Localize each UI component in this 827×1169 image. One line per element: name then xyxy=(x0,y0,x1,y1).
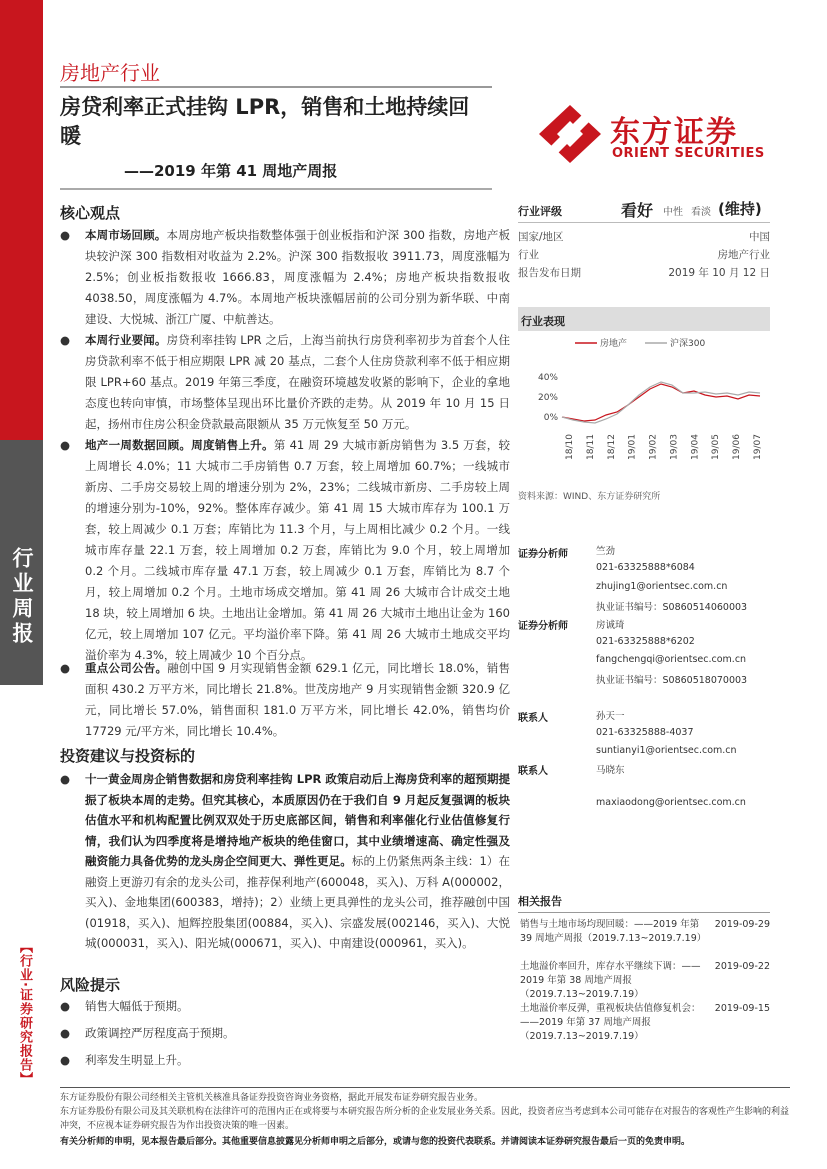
sidebar-label: 行业周报 xyxy=(0,440,43,685)
info-row xyxy=(518,265,770,279)
rating-main: 看好 xyxy=(621,201,654,220)
core-item-text: 第 41 周 29 大城市新房销售为 3.5 万套，较上周增长 4.0%；11 大城市二手房销售 0.7 万套，较上周增加 60.7%；一线城市新房、二手房交易较上周的增速分别为 2%，23%；二线城市新房、二手房较上周的增速分别为-10%，92%。整体库存减少。第 41 周 15 大城市库存为 100.1 万套，较上周减少 0.1 万套；库销比为 11.3 个月，与上周相比减少 0.2 个月。一线城市库存量 22.1 万套，较上周增加 0.2 万套，库销比为 9.0 个月，较上周增加 0.2 个月。二线城市库存量 47.1 万套，较上周减少 0.1 万套，库销比为 8.7 个月，较上周增加 0.2 个月。土地市场成交增加。第 41 周 26 大城市合计成交土地 18 块，较上周增加 6 块。土地出让金增加。第 41 周 26 大城市土地出让金为 160 亿元，较上周增加 107 亿元。平均溢价率下降。第 41 周 26 大城市土地成交平均溢价率为 4.3%，较上周减少 10 个百分点。 xyxy=(85,438,510,662)
divider xyxy=(60,86,492,88)
rating-option: 中性 xyxy=(663,207,683,218)
performance-heading: 行业表现 xyxy=(518,307,770,331)
info-row xyxy=(518,247,770,261)
rating-option: 看淡 xyxy=(691,207,711,218)
report-subtitle: ——2019 年第 41 周地产周报 xyxy=(124,162,338,180)
company-logo xyxy=(535,103,775,165)
legend-label: 房地产 xyxy=(600,339,628,349)
info-value: 中国 xyxy=(749,231,770,243)
y-tick-label: 20% xyxy=(537,393,558,403)
logo-mark-icon xyxy=(535,103,605,165)
risk-item-text: 政策调控严厉程度高于预期。 xyxy=(85,1026,235,1040)
invest-text: 标的上仍紧焦两条主线：1）在融资上更游刃有余的龙头公司，推荐保利地产(600048，买入)、万科 A(000002，买入)、金地集团(600383，增持)；2）业绩上更具弹性的龙头公司，推荐融创中国(01918，买入)、旭辉控股集团(00884，买入)、宗盛发展(002146，买入)、大悦城(000031，买入)、阳光城(000671，买入)、中南建设(000961，买入)。 xyxy=(85,854,510,950)
x-tick-label: 19/05 xyxy=(711,434,722,460)
x-tick-label: 18/11 xyxy=(585,434,596,460)
risk-item xyxy=(60,996,510,1017)
bullet-icon: ● xyxy=(60,333,71,347)
sidebar-foot-label: 【行业·证券研究报告】 xyxy=(17,940,32,1086)
risk-item xyxy=(60,1023,510,1044)
bullet-icon: ● xyxy=(60,661,71,675)
x-tick-label: 19/07 xyxy=(753,434,763,460)
y-tick-label: 40% xyxy=(537,373,558,383)
x-tick-label: 19/03 xyxy=(669,434,680,460)
analyst-phone: 021-63325888*6084 xyxy=(596,562,695,573)
rating-keep: (维持) xyxy=(718,200,762,218)
bullet-icon: ● xyxy=(60,999,71,1013)
analyst-cert: 执业证书编号：S0860518070003 xyxy=(596,675,748,686)
info-value: 2019 年 10 月 12 日 xyxy=(668,267,770,279)
bullet-icon: ● xyxy=(60,228,71,242)
info-label: 行业 xyxy=(518,249,539,261)
core-item xyxy=(60,658,510,742)
risk-item-text: 利率发生明显上升。 xyxy=(85,1053,189,1067)
y-tick-label: 0% xyxy=(543,413,558,423)
related-report[interactable] xyxy=(520,960,770,1002)
info-label: 报告发布日期 xyxy=(518,267,581,279)
info-label: 国家/地区 xyxy=(518,231,564,243)
analyst-name: 竺劲 xyxy=(596,546,616,557)
core-item-bold: 本周市场回顾。 xyxy=(85,228,167,242)
logo-name-en: ORIENT SECURITIES xyxy=(612,146,765,161)
contact-phone: 021-63325888-4037 xyxy=(596,727,694,738)
risk-item-text: 销售大幅低于预期。 xyxy=(85,999,189,1013)
sidebar-red-band xyxy=(0,0,43,440)
footer-line: 东方证券股份有限公司经相关主管机关核准具备证券投资咨询业务资格，据此开展发布证券研究报告业务。 xyxy=(60,1093,484,1103)
x-tick-label: 19/04 xyxy=(690,434,701,460)
chart-source: 资料来源：WIND、东方证券研究所 xyxy=(518,492,661,502)
related-report-title: 土地溢价率反弹，重视板块估值修复机会：——2019 年第 37 周地产周报（2019.7.13~2019.7.19） xyxy=(520,1003,701,1042)
bullet-icon: ● xyxy=(60,772,71,786)
related-report-date: 2019-09-22 xyxy=(714,961,770,972)
related-report-title: 销售与土地市场均现回暖：——2019 年第 39 周地产周报（2019.7.13~2019.7.19） xyxy=(520,919,707,944)
invest-bold: 十一黄金周房企销售数据和房贷利率挂钩 LPR 政策启动后上海房贷利率的超预期提振了板块本周的走势。但究其核心，本质原因仍在于我们自 9 月起反复强调的板块估值水平和机构配置比例双双处于历史底部区间，销售和利率催化行业估值修复行情，我们认为四季度将是增持地产板块的绝佳窗口，其中业绩增速高、确定性强及融资能力具备优势的龙头房企空间更大、弹性更足。 xyxy=(85,772,510,868)
contact-name: 马晓东 xyxy=(596,765,625,776)
divider xyxy=(60,1087,790,1088)
analyst-email[interactable]: fangchengqi@orientsec.com.cn xyxy=(596,654,747,665)
x-tick-label: 19/02 xyxy=(648,434,659,460)
contact-email[interactable]: suntianyi1@orientsec.com.cn xyxy=(596,745,737,756)
contact-email[interactable]: maxiaodong@orientsec.com.cn xyxy=(596,797,746,808)
related-report-date: 2019-09-29 xyxy=(714,919,770,930)
x-tick-label: 18/10 xyxy=(565,434,575,460)
analyst-role: 证券分析师 xyxy=(518,549,568,560)
related-report[interactable] xyxy=(520,1002,770,1044)
bullet-icon: ● xyxy=(60,1026,71,1040)
rating-box xyxy=(518,198,770,220)
divider xyxy=(60,188,492,190)
divider xyxy=(518,222,770,223)
related-report[interactable] xyxy=(520,918,770,946)
legend-label: 沪深300 xyxy=(670,339,706,349)
info-value: 房地产行业 xyxy=(717,249,770,261)
performance-chart xyxy=(520,332,770,482)
analyst-role: 证券分析师 xyxy=(518,621,568,632)
core-item xyxy=(60,435,510,666)
core-item-text: 房贷利率挂钩 LPR 之后，上海当前执行房贷利率初步为首套个人住房贷款利率不低于相应期限 LPR 减 20 基点，二套个人住房贷款利率不低于相应期限 LPR+60 基点。2019 年第三季度，在融资环境越发收紧的影响下，企业的拿地态度也转向审慎，市场整体呈现出环比量价齐跌的走势。从 2019 年 10 月 15 日起，扬州市住房公积金贷款最高限额从 35 万元恢复至 50 万元。 xyxy=(85,333,511,431)
left-sidebar xyxy=(0,0,43,1169)
x-tick-label: 19/06 xyxy=(732,434,743,460)
core-item-text: 本周房地产板块指数整体强于创业板指和沪深 300 指数，房地产板块较沪深 300 指数相对收益为 2.2%。沪深 300 指数报收 3911.73，周度涨幅为 2.5%；创业板指数报收 1666.83，周度涨幅为 2.4%；房地产板块指数报收 4038.50，周度涨幅为 4.7%。本周地产板块涨幅居前的公司分别为新华联、中南建设、大悦城、浙江广厦、中航善达。 xyxy=(85,228,510,326)
report-title: 房贷利率正式挂钩 LPR，销售和土地持续回暖 xyxy=(60,95,470,148)
x-tick-label: 19/01 xyxy=(627,434,638,460)
analyst-email[interactable]: zhujing1@orientsec.com.cn xyxy=(596,581,728,592)
bullet-icon: ● xyxy=(60,1053,71,1067)
risk-heading: 风险提示 xyxy=(60,976,121,994)
bullet-icon: ● xyxy=(60,438,71,452)
analyst-cert: 执业证书编号：S0860514060003 xyxy=(596,602,748,613)
related-heading: 相关报告 xyxy=(518,895,562,908)
footer-disclaimer: 有关分析师的申明，见本报告最后部分。其他重要信息披露见分析师申明之后部分，或请与您的投资代表联系。并请阅读本证券研究报告最后一页的免责申明。 xyxy=(60,1137,691,1147)
core-item xyxy=(60,225,510,330)
core-heading: 核心观点 xyxy=(60,204,121,222)
core-item xyxy=(60,330,510,435)
invest-item xyxy=(60,769,510,954)
analyst-name: 房诚琦 xyxy=(596,620,625,631)
rating-label: 行业评级 xyxy=(518,205,562,218)
series-line xyxy=(562,382,760,423)
divider xyxy=(518,912,770,913)
invest-heading: 投资建议与投资标的 xyxy=(60,747,196,765)
related-report-title: 土地溢价率回升，库存水平继续下调：——2019 年第 38 周地产周报（2019.7.13~2019.7.19） xyxy=(520,961,701,1000)
core-item-bold: 地产一周数据回顾。周度销售上升。 xyxy=(85,438,274,452)
core-item-text: 融创中国 9 月实现销售金额 629.1 亿元，同比增长 18.0%，销售面积 430.2 万平方米，同比增长 21.8%。世茂房地产 9 月实现销售金额 320.9 亿元，同比增长 57.0%，销售面积 181.0 万平方米，同比增长 42.0%，销售均价 17729 元/平方米，同比增长 10.4%。 xyxy=(85,661,511,738)
contact-role: 联系人 xyxy=(518,713,548,724)
analyst-phone: 021-63325888*6202 xyxy=(596,636,695,647)
risk-item xyxy=(60,1050,510,1071)
industry-label: 房地产行业 xyxy=(60,61,160,85)
core-item-bold: 重点公司公告。 xyxy=(85,661,168,675)
related-report-date: 2019-09-15 xyxy=(714,1003,770,1014)
series-line xyxy=(562,384,760,421)
core-item-bold: 本周行业要闻。 xyxy=(85,333,167,347)
x-tick-label: 18/12 xyxy=(606,434,617,460)
info-row xyxy=(518,229,770,243)
contact-role: 联系人 xyxy=(518,766,548,777)
contact-name: 孙天一 xyxy=(596,711,625,722)
footer-line: 东方证券股份有限公司及其关联机构在法律许可的范围内正在或将要与本研究报告所分析的企业发展业务关系。因此，投资者应当考虑到本公司可能存在对报告的客观性产生影响的利益冲突，不应视本证券研究报告为作出投资决策的唯一因素。 xyxy=(60,1107,790,1131)
logo-name-cn: 东方证券 xyxy=(610,115,738,150)
